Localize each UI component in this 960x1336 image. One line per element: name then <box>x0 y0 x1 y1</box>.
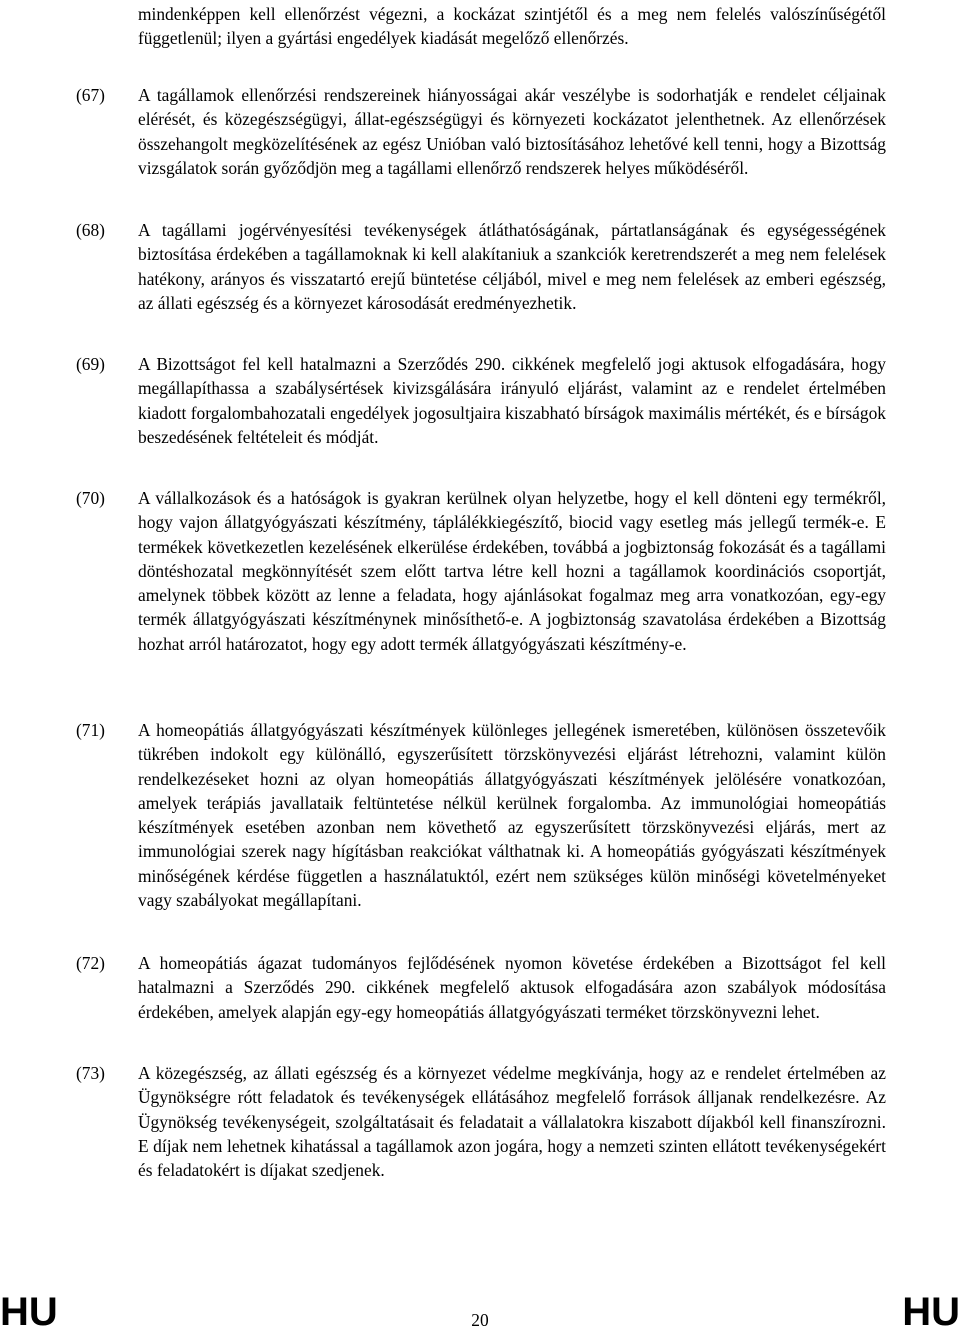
continuation-paragraph <box>76 2 886 51</box>
recital-number: (71) <box>76 720 105 740</box>
recital-number: (68) <box>76 220 105 240</box>
recital-71 <box>76 718 886 912</box>
recital-73 <box>76 1061 886 1182</box>
recital-text: A homeopátiás állatgyógyászati készítmények különleges jellegének ismeretében, különösen összetevőik tükrében indokolt egy különálló, egyszerűsített törzskönyvezési eljárást létrehozni, valamint külön rendelkezéseket hozni az olyan homeopátiás állatgyógyászati készítmények jelölésére vonatkozóan, amelyek terápiás javallataik feltüntetése nélkül kerülnek forgalomba. Az immunológiai homeopátiás készítmények esetében azonban nem követhető az egyszerűsített törzskönyvezési eljárás, mert az immunológiai szerek nagy hígításban reakciókat válthatnak ki. A homeopátiás gyógyászati készítmények minőségének kérdése független a használatuktól, ezért nem szükséges külön minőségi követelményeket vagy szabályokat megállapítani. <box>138 720 886 911</box>
recital-number: (73) <box>76 1063 105 1083</box>
recital-72 <box>76 951 886 1024</box>
recital-68 <box>76 218 886 315</box>
recital-text: A közegészség, az állati egészség és a környezet védelme megkívánja, hogy az e rendelet értelmében az Ügynökségre rótt feladatok és tevékenységek ellátásához megfelelő források álljanak rendelkezésre. Az Ügynökség tevékenységeit, szolgáltatásait és feladatait a vállalatokra kiszabott díjakból kell finanszírozni. E díjak nem lehetnek kihatással a tagállamok azon jogára, hogy a nemzeti szinten ellátott tevékenységekért és feladatokért is díjakat szedjenek. <box>138 1063 886 1181</box>
recital-number: (67) <box>76 85 105 105</box>
recital-text: A tagállami jogérvényesítési tevékenységek átláthatóságának, pártatlanságának és egységességének biztosítása érdekében a tagállamoknak ki kell alakítaniuk a szankciók keretrendszerét a meg nem felelések hatékony, arányos és visszatartó erejű büntetése céljából, mivel e meg nem felelések az emberi egészség, az állati egészség és a környezet károsodását eredményezhetik. <box>138 220 886 313</box>
recital-text: A Bizottságot fel kell hatalmazni a Szerződés 290. cikkének megfelelő jogi aktusok elfogadására, hogy megállapíthassa a szabálysértések kivizsgálására irányuló eljárást, valamint az e rendelet értelmében kiadott forgalombahozatali engedélyek jogosultjaira kiszabható bírságok maximális mértékét, és e bírságok beszedésének feltételeit és módját. <box>138 354 886 447</box>
recital-text: A homeopátiás ágazat tudományos fejlődésének nyomon követése érdekében a Bizottságot fel kell hatalmazni a Szerződés 290. cikkének megfelelő aktusok elfogadására azon szabályok módosítása érdekében, amelyek alapján egy-egy homeopátiás állatgyógyászati terméket törzskönyvezni lehet. <box>138 953 886 1022</box>
footer-language-right: HU <box>902 1290 960 1334</box>
recital-number: (69) <box>76 354 105 374</box>
page-number: 20 <box>471 1310 489 1330</box>
recital-number: (72) <box>76 953 105 973</box>
recital-70 <box>76 486 886 656</box>
recital-69 <box>76 352 886 449</box>
recital-text: A tagállamok ellenőrzési rendszereinek hiányosságai akár veszélybe is sodorhatják e rendelet céljainak elérését, és közegészségügyi, állat-egészségügyi és környezeti kockázatot jelenthetnek. Az ellenőrzések összehangolt megközelítésének az egész Unióban való biztosításához lehetővé kell tenni, hogy a Bizottság vizsgálatok során győződjön meg a tagállami ellenőrző rendszerek helyes működéséről. <box>138 85 886 178</box>
recital-text: A vállalkozások és a hatóságok is gyakran kerülnek olyan helyzetbe, hogy el kell dönteni egy termékről, hogy vajon állatgyógyászati készítmény, táplálékkiegészítő, biocid vagy esetleg más jellegű termék-e. E termékek következetlen kezelésének elkerülése érdekében, továbbá a jogbiztonság fokozását és a tagállami döntéshozatal megkönnyítését szem előtt tartva létre kell hozni a tagállamok koordinációs csoportját, amelynek többek között az lenne a feladata, hogy ajánlásokat fogalmaz meg arra vonatkozóan, egy-egy termék állatgyógyászati készítménynek minősíthető-e. A jogbiztonság szavatolása érdekében a Bizottság hozhat arról határozatot, hogy egy adott termék állatgyógyászati készítmény-e. <box>138 488 886 654</box>
recital-67 <box>76 83 886 180</box>
footer-language-left: HU <box>0 1290 58 1334</box>
paragraph-text: mindenképpen kell ellenőrzést végezni, a kockázat szintjétől és a meg nem felelés valószínűségétől függetlenül; ilyen a gyártási engedélyek kiadását megelőző ellenőrzés. <box>138 4 886 49</box>
recital-number: (70) <box>76 488 105 508</box>
